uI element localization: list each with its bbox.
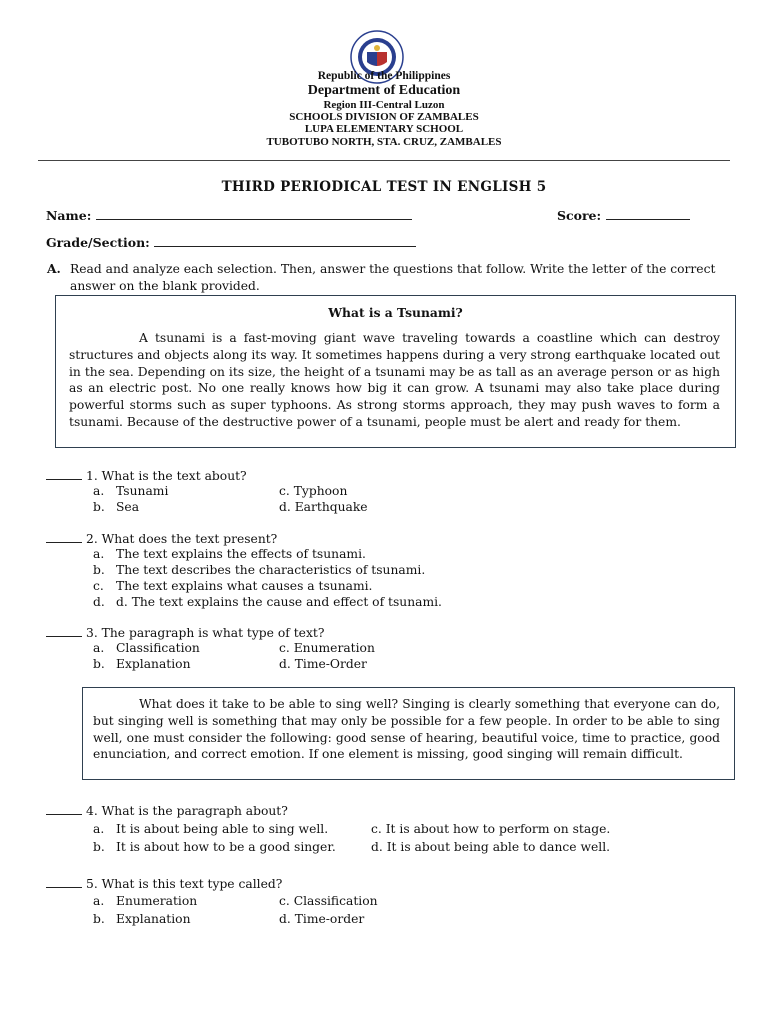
- answer-blank-1[interactable]: [46, 468, 82, 480]
- q3-option-b-text: Explanation: [116, 657, 191, 671]
- passage-singing-text: What does it take to be able to sing well? Singing is clearly something that everyone can do, but singing well is something that may only be possible for a few people. In order to be able to sing well, one must consider the following: good sense of hearing, beautiful voice, time to practice, good enunciation, and correct emotion. If one element is missing, good singing will remain difficult.: [93, 697, 720, 762]
- q2-option-b-text: The text describes the characteristics of tsunami.: [116, 563, 426, 577]
- answer-blank-3[interactable]: [46, 625, 82, 637]
- q2-option-a: a.: [93, 547, 105, 561]
- question-1-text: 1. What is the text about?: [86, 469, 247, 483]
- header-divider: [38, 160, 730, 161]
- question-3: [46, 625, 324, 640]
- question-2-text: 2. What does the text present?: [86, 532, 278, 546]
- q2-option-c: c.: [93, 579, 104, 593]
- q1-option-b: b.: [93, 500, 105, 514]
- q3-option-d-text: d. Time-Order: [279, 657, 367, 671]
- q1-option-a: a.: [93, 484, 105, 498]
- q1-option-a-text: Tsunami: [116, 484, 169, 498]
- question-3-text: 3. The paragraph is what type of text?: [86, 626, 325, 640]
- question-5: [46, 876, 282, 891]
- passage-singing-box: [82, 687, 735, 780]
- section-instructions: [70, 261, 732, 295]
- q4-option-c-text: c. It is about how to perform on stage.: [371, 822, 611, 836]
- q5-option-b: b.: [93, 912, 105, 926]
- q1-option-d-text: d. Earthquake: [279, 500, 368, 514]
- passage-tsunami-title: What is a Tsunami?: [328, 305, 463, 320]
- question-1: [46, 468, 247, 483]
- grade-section-label: Grade/Section:: [46, 235, 150, 250]
- q3-option-a-text: Classification: [116, 641, 200, 655]
- score-field[interactable]: [557, 207, 690, 223]
- header-region: Region III-Central Luzon: [323, 99, 445, 111]
- instruction-line-2: answer on the blank provided.: [70, 279, 260, 293]
- question-2: [46, 531, 277, 546]
- q1-option-b-text: Sea: [116, 500, 140, 514]
- q4-option-d-text: d. It is about being able to dance well.: [371, 840, 611, 854]
- q5-option-a-text: Enumeration: [116, 894, 198, 908]
- grade-section-field[interactable]: [46, 234, 416, 250]
- score-label: Score:: [557, 208, 602, 223]
- q2-option-b: b.: [93, 563, 105, 577]
- q1-option-c-text: c. Typhoon: [279, 484, 348, 498]
- q2-option-d-text: d. The text explains the cause and effect of tsunami.: [116, 595, 442, 609]
- q3-option-b: b.: [93, 657, 105, 671]
- score-blank[interactable]: [606, 207, 690, 220]
- header-address: TUBOTUBO NORTH, STA. CRUZ, ZAMBALES: [266, 136, 502, 148]
- answer-blank-4[interactable]: [46, 803, 82, 815]
- name-label: Name:: [46, 208, 92, 223]
- q4-option-b-text: It is about how to be a good singer.: [116, 840, 336, 854]
- q4-option-a: a.: [93, 822, 105, 836]
- q4-option-a-text: It is about being able to sing well.: [116, 822, 329, 836]
- q2-option-a-text: The text explains the effects of tsunami.: [116, 547, 366, 561]
- section-letter: A.: [47, 261, 61, 276]
- passage-tsunami-text: A tsunami is a fast-moving giant wave traveling towards a coastline which can destroy structures and objects along its way. It sometimes happens during a very strong earthquake located out in the sea. Depending on its size, the height of a tsunami may be as tall as an average person or as high as an electric post. No one really knows how big it can grow. A tsunami may also take place during powerful storms such as super typhoons. As strong storms approach, they may push waves to form a tsunami. Because of the destructive power of a tsunami, people must be alert and ready for them.: [69, 331, 720, 429]
- q5-option-d-text: d. Time-order: [279, 912, 365, 926]
- header-republic: Republic of the Philippines: [317, 70, 451, 82]
- q4-option-b: b.: [93, 840, 105, 854]
- header-department: Department of Education: [307, 83, 461, 98]
- q5-option-a: a.: [93, 894, 105, 908]
- header-division: SCHOOLS DIVISION OF ZAMBALES: [289, 111, 479, 123]
- question-4-text: 4. What is the paragraph about?: [86, 804, 288, 818]
- answer-blank-5[interactable]: [46, 876, 82, 888]
- passage-tsunami-box: [55, 295, 736, 448]
- q5-option-b-text: Explanation: [116, 912, 191, 926]
- answer-blank-2[interactable]: [46, 531, 82, 543]
- test-title: THIRD PERIODICAL TEST IN ENGLISH 5: [221, 179, 547, 195]
- name-blank[interactable]: [96, 207, 412, 220]
- header-school: LUPA ELEMENTARY SCHOOL: [304, 123, 464, 135]
- q2-option-c-text: The text explains what causes a tsunami.: [116, 579, 373, 593]
- q5-option-c-text: c. Classification: [279, 894, 378, 908]
- q3-option-c-text: c. Enumeration: [279, 641, 375, 655]
- q2-option-d: d.: [93, 595, 105, 609]
- q3-option-a: a.: [93, 641, 105, 655]
- instruction-line-1: Read and analyze each selection. Then, answer the questions that follow. Write the letter of the correct: [70, 262, 716, 276]
- question-5-text: 5. What is this text type called?: [86, 877, 283, 891]
- question-4: [46, 803, 288, 818]
- name-field[interactable]: [46, 207, 412, 223]
- grade-section-blank[interactable]: [154, 234, 416, 247]
